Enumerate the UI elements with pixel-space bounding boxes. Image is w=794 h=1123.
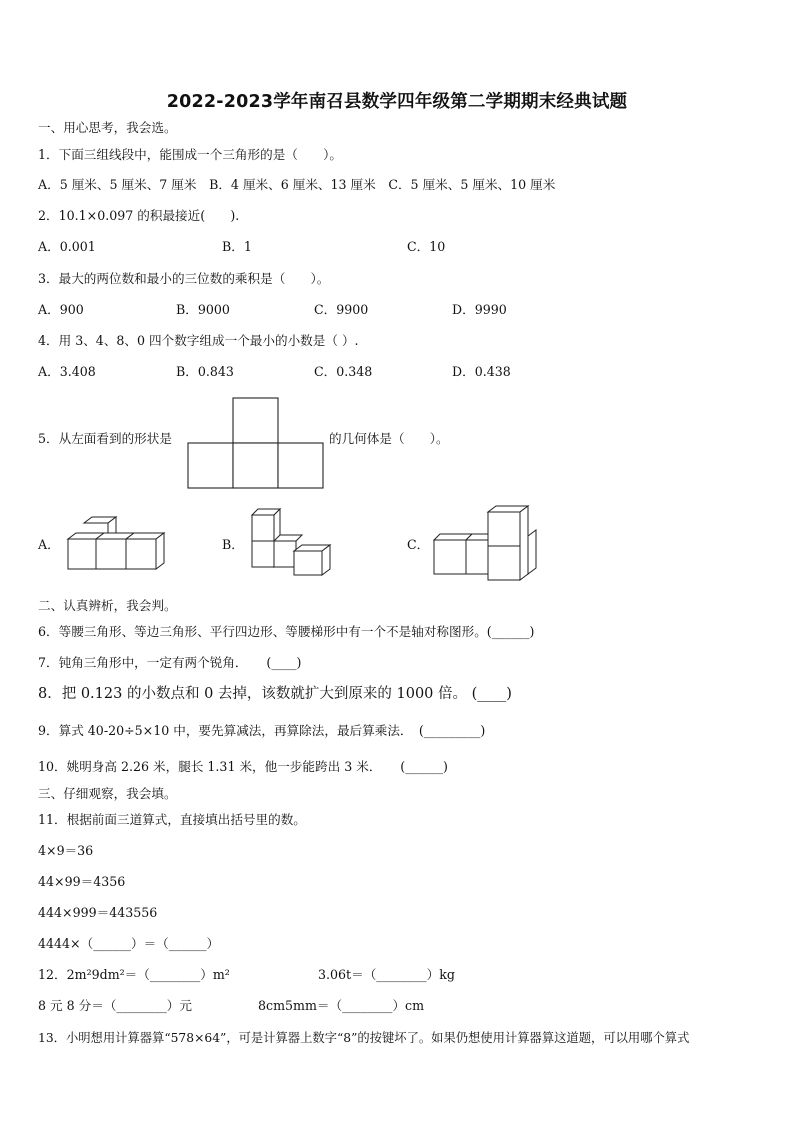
solid-figure-option-c — [432, 502, 544, 584]
question-12-part-b: 3.06t＝（________）kg — [318, 967, 455, 982]
question-12-part-c: 8 元 8 分＝（________）元 — [38, 998, 192, 1013]
question-3-option-b: B．9000 — [176, 302, 230, 317]
left-view-figure — [187, 397, 327, 489]
question-1-options: A．5 厘米、5 厘米、7 厘米 B．4 厘米、6 厘米、13 厘米 C．5 厘米、5 厘米、10 厘米 — [38, 177, 556, 192]
question-5-option-b: B． — [222, 537, 244, 552]
question-2-option-c: C．10 — [407, 239, 446, 254]
question-4-option-a: A．3.408 — [38, 364, 96, 379]
question-4-option-d: D．0.438 — [452, 364, 511, 379]
question-13: 13．小明想用计算器算“578×64”，可是计算器上数字“8”的按键坏了。如果仍想使用计算器算这道题，可以用哪个算式 — [38, 1031, 690, 1045]
section-heading-2: 二、认真辨析，我会判。 — [38, 598, 177, 613]
solid-figure-option-b — [248, 507, 340, 579]
question-11-fill-blank: 4444×（______）＝（______） — [38, 936, 220, 951]
question-3-option-d: D．9990 — [452, 302, 507, 317]
section-heading-1: 一、用心思考，我会选。 — [38, 120, 177, 135]
question-12-part-a: 12．2m²9dm²＝（________）m² — [38, 967, 230, 982]
question-4-option-b: B．0.843 — [176, 364, 234, 379]
question-11-equation-3: 444×999＝443556 — [38, 905, 158, 920]
question-3: 3．最大的两位数和最小的三位数的乘积是（ ）。 — [38, 271, 330, 286]
question-3-option-c: C．9900 — [314, 302, 369, 317]
question-4-option-c: C．0.348 — [314, 364, 373, 379]
question-11-equation-2: 44×99＝4356 — [38, 874, 126, 889]
question-9: 9．算式 40-20÷5×10 中，要先算减法，再算除法，最后算乘法． (_________) — [38, 723, 486, 738]
question-10: 10．姚明身高 2.26 米，腿长 1.31 米，他一步能跨出 3 米． (______) — [38, 759, 448, 774]
question-2-option-a: A．0.001 — [38, 239, 96, 254]
solid-figure-option-a — [64, 517, 168, 573]
question-11: 11．根据前面三道算式，直接填出括号里的数。 — [38, 812, 306, 827]
question-12-part-d: 8cm5mm＝（________）cm — [258, 998, 425, 1013]
question-5-suffix: 的几何体是（ ）。 — [329, 431, 449, 446]
question-11-equation-1: 4×9＝36 — [38, 843, 94, 858]
question-4: 4．用 3、4、8、0 四个数字组成一个最小的小数是（ ）. — [38, 333, 359, 348]
question-1: 1．下面三组线段中，能围成一个三角形的是（ ）。 — [38, 147, 342, 162]
question-2: 2．10.1×0.097 的积最接近( ). — [38, 208, 240, 223]
question-6: 6．等腰三角形、等边三角形、平行四边形、等腰梯形中有一个不是轴对称图形。(______) — [38, 624, 535, 639]
page-title: 2022-2023学年南召县数学四年级第二学期期末经典试题 — [166, 92, 628, 112]
question-2-option-b: B．1 — [222, 239, 252, 254]
section-heading-3: 三、仔细观察，我会填。 — [38, 786, 177, 801]
question-8: 8．把 0.123 的小数点和 0 去掉，该数就扩大到原来的 1000 倍。 (____) — [38, 686, 512, 702]
question-3-option-a: A．900 — [38, 302, 84, 317]
question-5-option-c: C． — [407, 537, 430, 552]
question-7: 7．钝角三角形中，一定有两个锐角． (____) — [38, 655, 302, 670]
question-5-prefix: 5．从左面看到的形状是 — [38, 431, 172, 446]
question-5-option-a: A． — [38, 537, 60, 552]
